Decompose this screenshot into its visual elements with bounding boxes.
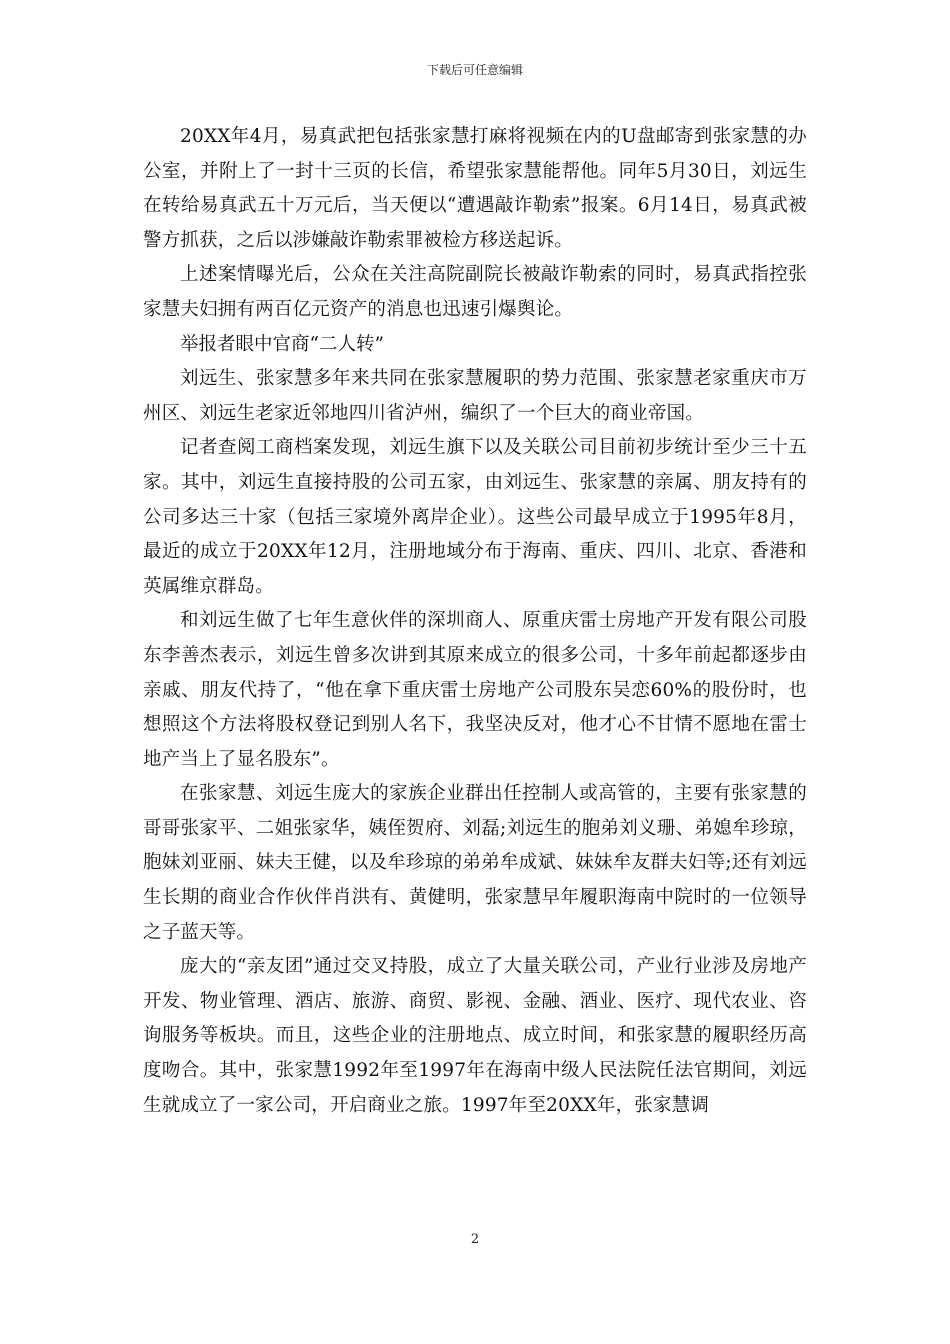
paragraph-5: 和刘远生做了七年生意伙伴的深圳商人、原重庆雷士房地产开发有限公司股东李善杰表示，刘远生曾多次讲到其原来成立的很多公司，十多年前起都逐步由亲戚、朋友代持了，“他在拿下重庆雷士房地产公司股东吴恋60%的股份时，也想照这个方法将股权登记到别人名下，我坚决反对，他才心不甘情不愿地在雷士地产当上了显名股东”。	[143, 610, 807, 770]
paragraph-6: 在张家慧、刘远生庞大的家族企业群出任控制人或高管的，主要有张家慧的哥哥张家平、二姐张家华，姨侄贺府、刘磊;刘远生的胞弟刘义珊、弟媳牟珍琼，胞妹刘亚丽、妹夫王健，以及牟珍琼的弟弟牟成斌、妹妹牟友群夫妇等;还有刘远生长期的商业合作伙伴肖洪有、黄健明，张家慧早年履职海南中院时的一位领导之子蓝天等。	[143, 783, 807, 943]
paragraph-1: 20XX年4月，易真武把包括张家慧打麻将视频在内的U盘邮寄到张家慧的办公室，并附上了一封十三页的长信，希望张家慧能帮他。同年5月30日，刘远生在转给易真武五十万元后，当天便以“遭遇敲诈勒索”报案。6月14日，易真武被警方抓获，之后以涉嫌敲诈勒索罪被检方移送起诉。	[143, 126, 807, 251]
page-number: 2	[470, 1232, 480, 1247]
page-header: 下载后可任意编辑	[426, 63, 523, 77]
paragraph-2: 上述案情曝光后，公众在关注高院副院长被敲诈勒索的同时，易真武指控张家慧夫妇拥有两百亿元资产的消息也迅速引爆舆论。	[143, 264, 807, 320]
paragraph-4: 记者查阅工商档案发现，刘远生旗下以及关联公司目前初步统计至少三十五家。其中，刘远生直接持股的公司五家，由刘远生、张家慧的亲属、朋友持有的公司多达三十家（包括三家境外离岸企业）。这些公司最早成立于1995年8月，最近的成立于20XX年12月，注册地域分布于海南、重庆、四川、北京、香港和英属维京群岛。	[143, 437, 807, 597]
section-heading: 举报者眼中官商“二人转”	[180, 333, 384, 355]
paragraph-3: 刘远生、张家慧多年来共同在张家慧履职的势力范围、张家慧老家重庆市万州区、刘远生老家近邻地四川省泸州，编织了一个巨大的商业帝国。	[143, 368, 807, 424]
paragraph-7: 庞大的“亲友团”通过交叉持股，成立了大量关联公司，产业行业涉及房地产开发、物业管理、酒店、旅游、商贸、影视、金融、酒业、医疗、现代农业、咨询服务等板块。而且，这些企业的注册地点、成立时间，和张家慧的履职经历高度吻合。其中，张家慧1992年至1997年在海南中级人民法院任法官期间，刘远生就成立了一家公司，开启商业之旅。1997年至20XX年，张家慧调	[143, 956, 807, 1116]
document-body	[143, 120, 807, 1123]
